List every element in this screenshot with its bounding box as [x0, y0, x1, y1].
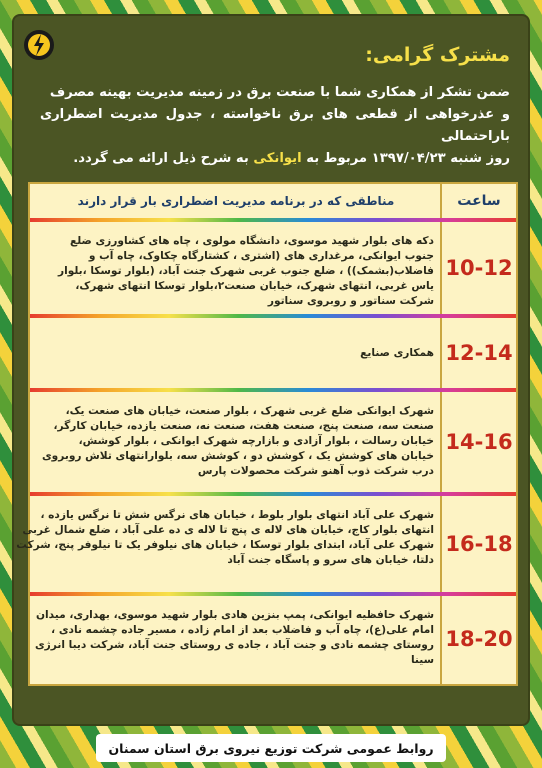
area-line: دلتا، خیابان های سرو و پاسگاه جنت آباد — [227, 554, 434, 566]
area-line: شهرک ایوانکی ضلع غربی شهرک ، بلوار صنعت، خیابان های صنعت یک، — [65, 405, 434, 417]
row-areas — [38, 392, 434, 492]
area-line: شهرک علی آباد، ابتدای بلوار توسکا ، خیابان های نیلوفر یک تا نیلوفر پنج، شرکت — [16, 539, 434, 551]
area-line: صنعت سه، صنعت پنج، صنعت هفت، صنعت نه، صنعت یازده، خیابان کارگر، — [53, 420, 434, 432]
area-line: شهرک حافظیه ایوانکی، پمپ بنزین هادی بلوار شهید موسوی، بهداری، میدان — [35, 609, 434, 621]
area-line: درب شرکت ذوب آهنو شرکت محصولات پارس — [197, 465, 434, 477]
header-areas-label: مناطقی که در برنامه مدیریت اضطراری بار قرار دارند — [77, 194, 395, 208]
header-time-label: ساعت — [457, 193, 501, 209]
schedule-row — [16, 496, 516, 592]
row-time: 10-12 — [445, 256, 513, 280]
area-line: امام علی(ع)، چاه آب و فاضلاب بعد از امام زاده ، مسیر جاده چشمه نادی ، — [51, 624, 434, 636]
area-line: خیابان های کوشش یک ، کوشش دو ، کوشش سه، بلوارانتهای تلاش روبروی — [41, 450, 434, 462]
schedule-row — [30, 318, 516, 388]
row-areas — [34, 596, 434, 682]
schedule-table — [16, 182, 518, 686]
row-time: 18-20 — [445, 627, 513, 651]
row-areas — [38, 222, 434, 314]
area-line: انتهای بلوار کاج، خیابان های لاله ی پنج تا لاله ی ده علی آباد ، ضلع شمال غربی — [22, 524, 434, 536]
greeting-title: مشترک گرامی: — [365, 44, 510, 66]
row-time: 16-18 — [445, 532, 513, 556]
intro-highlight-area: ایوانکی — [253, 151, 302, 166]
area-line: روستای چشمه نادی و جنت آباد ، جاده ی روستای جنت آباد، شرکت دیبا انرژی — [34, 639, 434, 651]
area-line: جنوب ایوانکی، مرغداری های (اشتری ، کشتارگاه چکاوک، چاه آب و — [88, 250, 434, 262]
area-line: همکاری صنایع — [360, 347, 434, 359]
intro-line-suffix: به شرح ذیل ارائه می گردد. — [73, 151, 254, 166]
footer-banner: روابط عمومی شرکت توزیع نیروی برق استان سمنان — [96, 734, 446, 762]
row-areas — [16, 496, 434, 592]
area-line: سینا — [410, 654, 434, 666]
schedule-row — [30, 596, 516, 682]
intro-line: ضمن تشکر از همکاری شما با صنعت برق در زمینه مدیریت بهینه مصرف — [49, 85, 510, 100]
electricity-company-logo-icon — [22, 28, 56, 62]
row-time: 14-16 — [445, 430, 513, 454]
row-time: 12-14 — [445, 341, 513, 365]
intro-paragraph — [40, 82, 510, 170]
area-line: یاس غربی، انتهای شهرک، خیابان صنعت۲،بلوار توسکا انتهای شهرک، — [75, 280, 434, 292]
area-line: فاضلاب(بشمک)) ، ضلع جنوب غربی شهرک جنت آباد، (بلوار توسکا ،بلوار — [57, 265, 434, 277]
row-areas — [38, 318, 434, 388]
intro-line-prefix: روز شنبه ۱۳۹۷/۰۴/۲۳ مربوط به — [301, 151, 510, 166]
area-line: شهرک علی آباد انتهای بلوار بلوط ، خیابان های نرگس شش تا نرگس یازده ، — [40, 509, 434, 521]
area-line: شرکت سناتور و روبروی سناتور — [267, 295, 434, 307]
area-line: خیابان رسالت ، بلوار آزادی و بازارچه شهرک ایوانکی ، بلوار کوشش، — [78, 435, 434, 447]
schedule-row — [30, 222, 516, 314]
intro-line: و عذرخواهی از قطعی های برق ناخواسته ، جدول مدیریت اضطراری باراحتمالی — [40, 107, 510, 144]
schedule-row — [30, 392, 516, 492]
area-line: دکه های بلوار شهید موسوی، دانشگاه مولوی ، چاه های کشاورزی ضلع — [69, 235, 434, 247]
